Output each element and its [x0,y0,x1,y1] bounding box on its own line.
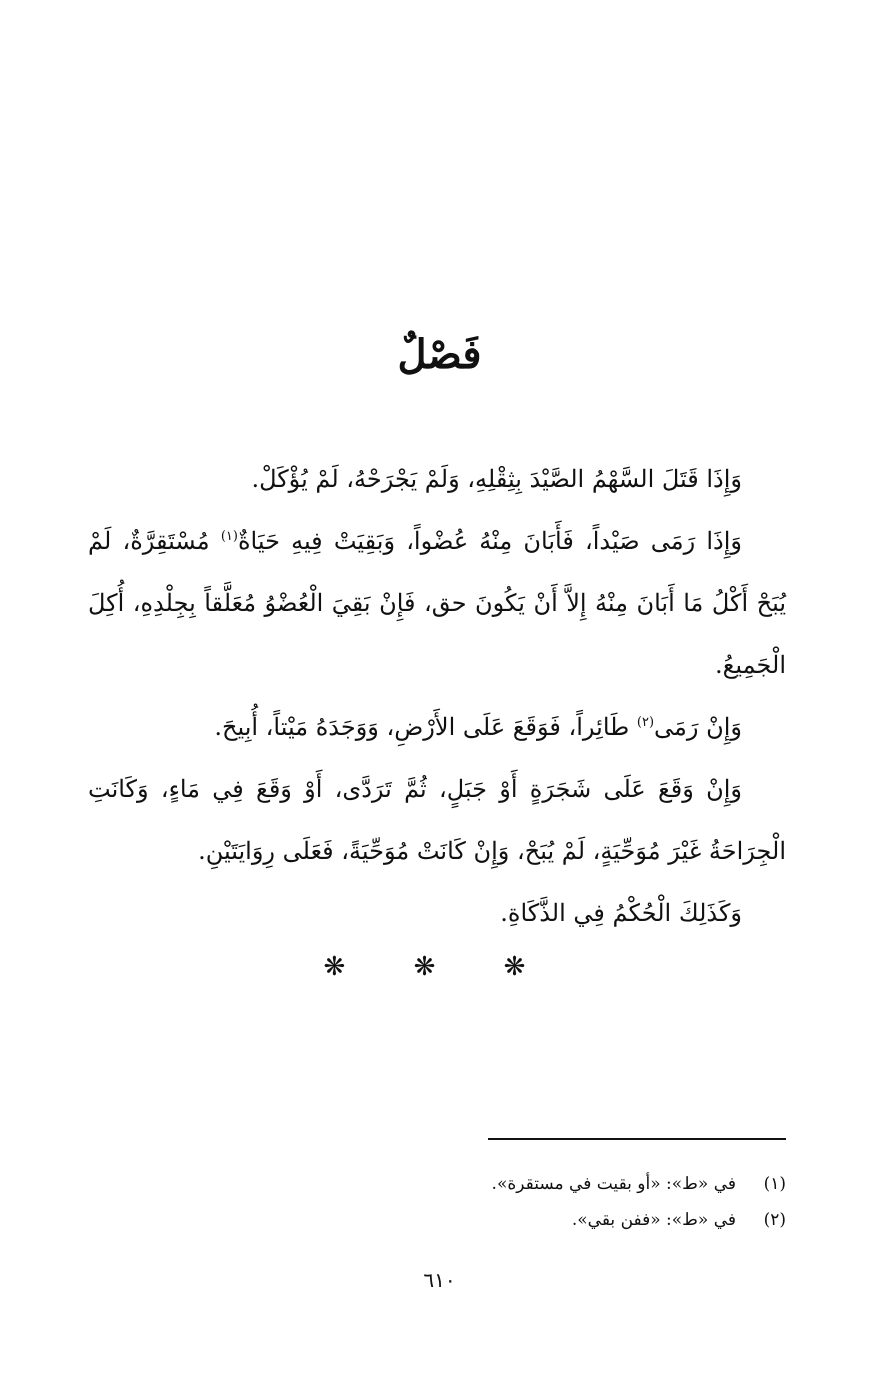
page-number: ٦١٠ [423,1268,456,1292]
footnote-1 [88,1166,786,1202]
paragraph-3 [88,696,786,758]
footnote-1-text: في «ط»: «أو بقيت في مستقرة». [491,1174,736,1194]
footnote-2 [88,1202,786,1238]
footnote-2-text: في «ط»: «ففن بقي». [571,1210,736,1230]
paragraph-3-text-b: طَائِراً، فَوَقَعَ عَلَى الأَرْضِ، وَوَجَدَهُ مَيْتاً، أُبِيحَ. [214,713,637,741]
paragraph-2-text-b: مُسْتَقِرَّةٌ، لَمْ يُبَحْ أَكْلُ مَا أَبَانَ مِنْهُ إِلاَّ أَنْ يَكُونَ حق، فَإِنْ بَقِيَ الْعُضْوُ مُعَلَّقاً بِجِلْدِهِ، أُكِلَ الْجَمِيعُ. [88,527,787,679]
paragraph-5-text: وَكَذَلِكَ الْحُكْمُ فِي الذَّكَاةِ. [500,899,742,927]
section-heading: فَصْلٌ [397,331,482,378]
paragraph-5 [88,882,786,944]
paragraph-1-text: وَإِذَا قَتَلَ السَّهْمُ الصَّيْدَ بِثِقْلِهِ، وَلَمْ يَجْرَحْهُ، لَمْ يُؤْكَلْ. [251,465,742,493]
footnote-ref-2: (٢) [636,715,655,730]
paragraph-1 [88,448,786,510]
footnote-2-number: (٢) [763,1210,786,1230]
footnote-divider [488,1138,786,1140]
footnote-1-number: (١) [763,1174,786,1194]
paragraph-3-text-a: وَإِنْ رَمَى [654,713,742,741]
footnotes [88,1166,786,1238]
body-text [88,448,786,944]
section-separator: ❋ ❋ ❋ [323,952,556,982]
paragraph-4-text: وَإِنْ وَقَعَ عَلَى شَجَرَةٍ أَوْ جَبَلٍ، ثُمَّ تَرَدَّى، أَوْ وَقَعَ فِي مَاءٍ، وَكَانَتِ الْجِرَاحَةُ غَيْرَ مُوَحِّيَةٍ، لَمْ يُبَحْ، وَإِنْ كَانَتْ مُوَحِّيَةً، فَعَلَى رِوَايَتَيْنِ. [88,775,786,865]
footnote-ref-1: (١) [220,529,238,544]
paragraph-2-text-a: وَإِذَا رَمَى صَيْداً، فَأَبَانَ مِنْهُ عُضْواً، وَبَقِيَتْ فِيهِ حَيَاةٌ [237,527,742,555]
paragraph-4 [88,758,786,882]
paragraph-2 [88,510,786,696]
